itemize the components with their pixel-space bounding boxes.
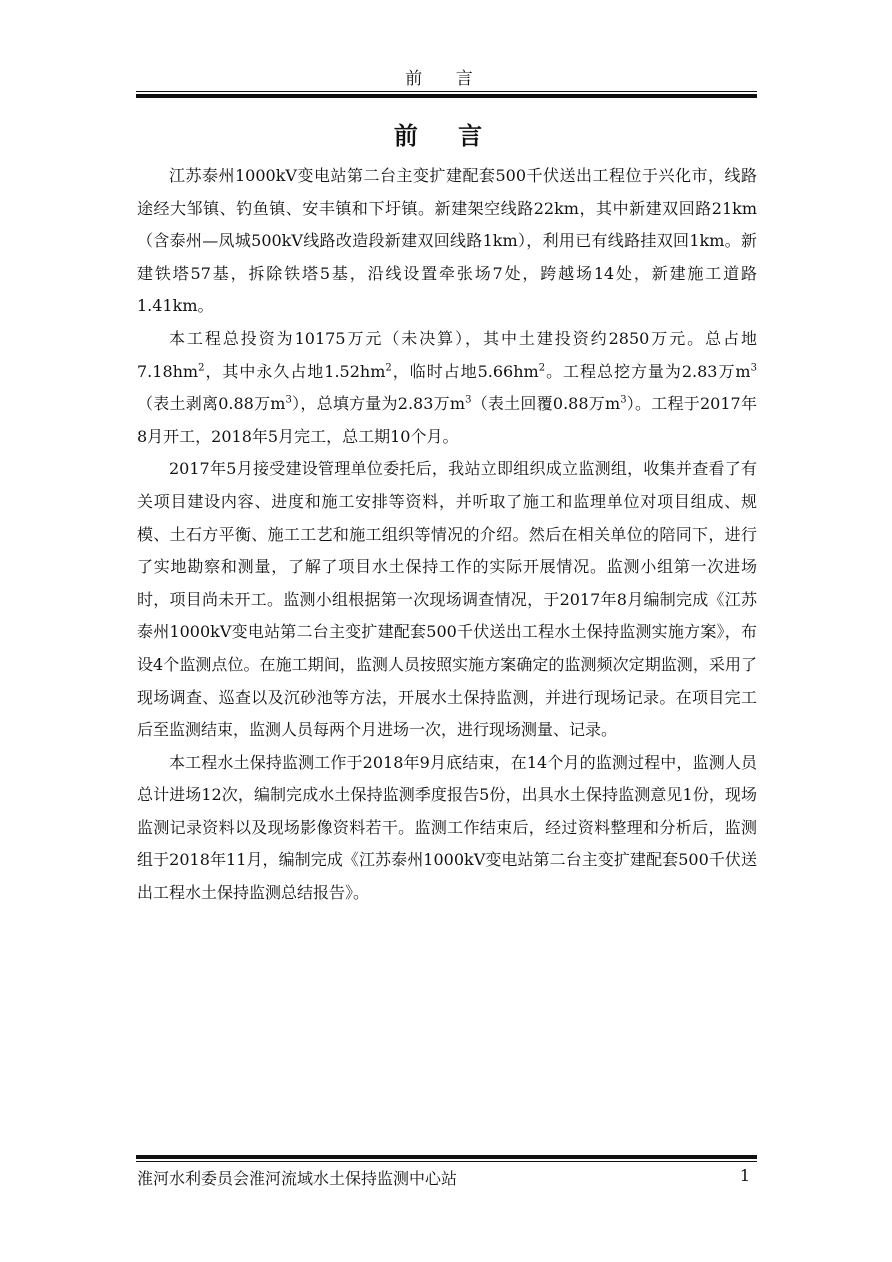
header-rule-thick [136,94,757,98]
text-segment: （表土回覆0.88万m [471,394,621,414]
paragraph-investment-land [137,323,757,453]
text-segment: 。工程总挖方量为2.83万m [545,361,751,381]
footer-rule-thin [136,1161,757,1162]
page-number: 1 [739,1166,750,1185]
paragraph-monitoring-setup: 2017年5月接受建设管理单位委托后，我站立即组织成立监测组，收集并查看了有关项目建设内容、进度和施工安排等资料，并听取了施工和监理单位对项目组成、规模、土石方平衡、施工工艺和施工组织等情况的介绍。然后在相关单位的陪同下，进行了实地勘察和测量，了解了项目水土保持工作的实际开展情况。监测小组第一次进场时，项目尚未开工。监测小组根据第一次现场调查情况，于2017年8月编制完成《江苏泰州1000kV变电站第二台主变扩建配套500千伏送出工程水土保持监测实施方案》，布设4个监测点位。在施工期间，监测人员按照实施方案确定的监测频次定期监测，采用了现场调查、巡查以及沉砂池等方法，开展水土保持监测，并进行现场记录。在项目完工后至监测结束，监测人员每两个月进场一次，进行现场测量、记录。 [137,459,757,740]
text-segment: ），总填方量为2.83万m [291,394,466,414]
superscript: 3 [620,394,627,406]
paragraph-monitoring-summary: 本工程水土保持监测工作于2018年9月底结束，在14个月的监测过程中，监测人员总计进场12次，编制完成水土保持监测季度报告5份，出具水土保持监测意见1份，现场监测记录资料以及现场影像资料若干。监测工作结束后，经过资料整理和分析后，监测组于2018年11月，编制完成《江苏泰州1000kV变电站第二台主变扩建配套500千伏送出工程水土保持监测总结报告》。 [137,752,757,903]
text-segment: （表土剥离0.88万m [137,394,286,414]
text-segment: ）。工程于2017年8月开工，2018年5月完工，总工期10个月。 [137,394,757,446]
superscript: 3 [465,394,472,406]
page-title: 前 言 [393,121,499,150]
footer-rule-thick [136,1155,757,1159]
footer-organization: 淮河水利委员会淮河流域水土保持监测中心站 [137,1169,458,1188]
header-rule-thin [136,91,757,92]
superscript: 2 [385,362,392,374]
text-segment: 本工程总投资为10175万元（未决算），其中土建投资约2850万元。总占地7.18hm [137,328,757,381]
superscript: 3 [750,362,757,374]
document-body [137,160,757,910]
text-segment: ，其中永久占地1.52hm [204,361,386,381]
superscript: 2 [538,362,546,374]
running-header: 前 言 [405,69,487,89]
superscript: 3 [285,394,292,406]
text-segment: ，临时占地5.66hm [391,361,539,381]
paragraph-project-overview: 江苏泰州1000kV变电站第二台主变扩建配套500千伏送出工程位于兴化市，线路途经大邹镇、钓鱼镇、安丰镇和下圩镇。新建架空线路22km，其中新建双回路21km（含泰州—凤城500kV线路改造段新建双回线路1km），利用已有线路挂双回1km。新建铁塔57基，拆除铁塔5基，沿线设置牵张场7处，跨越场14处，新建施工道路1.41km。 [137,166,757,316]
superscript: 2 [198,362,205,374]
